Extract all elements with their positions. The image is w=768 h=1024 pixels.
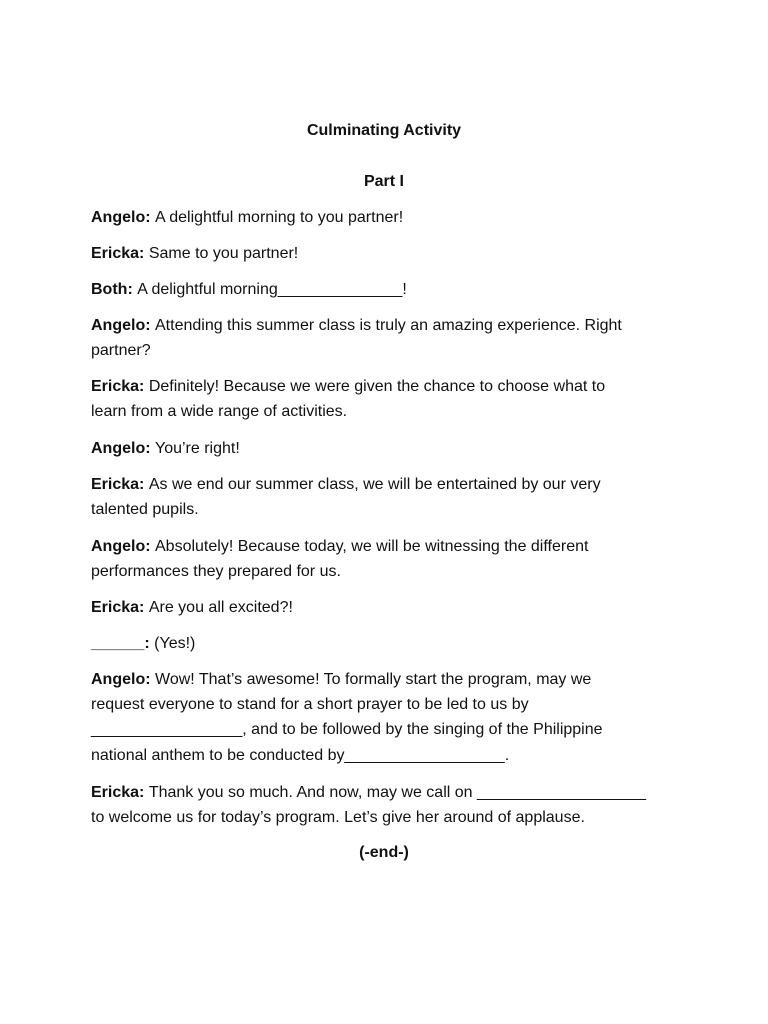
speaker-name: Ericka — [91, 476, 140, 493]
dialogue-text: Definitely! Because we were given the chance to choose what to — [148, 378, 606, 395]
dialogue-line: Angelo: You’re right! — [91, 440, 240, 457]
speaker-name: Angelo — [91, 317, 146, 334]
dialogue-continuation: learn from a wide range of activities. — [91, 403, 348, 420]
end-marker: (-end-) — [359, 844, 409, 861]
dialogue-continuation: request everyone to stand for a short prayer to be led to us by — [91, 696, 529, 713]
dialogue-text: Wow! That’s awesome! To formally start the program, may we — [155, 671, 592, 688]
speaker-name: Ericka — [91, 784, 140, 801]
speaker-name: Angelo — [91, 538, 146, 555]
dialogue-continuation: partner? — [91, 342, 151, 359]
dialogue-text: Same to you partner! — [148, 245, 299, 262]
dialogue-line: Angelo: Wow! That’s awesome! To formally start the program, may we — [91, 671, 592, 688]
dialogue-line: Ericka: Thank you so much. And now, may we call on ___________________ — [91, 784, 647, 801]
dialogue-text: You’re right! — [155, 440, 240, 457]
dialogue-continuation: to welcome us for today’s program. Let’s give her around of applause. — [91, 809, 585, 826]
dialogue-continuation: _________________, and to be followed by the singing of the Philippine — [91, 721, 603, 738]
dialogue-text: Attending this summer class is truly an amazing experience. Right — [155, 317, 622, 334]
dialogue-text: Thank you so much. And now, may we call on ___________________ — [148, 784, 647, 801]
dialogue-text: Are you all excited?! — [148, 599, 293, 616]
dialogue-line: Ericka: As we end our summer class, we will be entertained by our very — [91, 476, 601, 493]
speaker-blank: ______ — [91, 635, 145, 652]
dialogue-line: Angelo: A delightful morning to you partner! — [91, 209, 404, 226]
speaker-name: Angelo — [91, 671, 146, 688]
speaker-name: Ericka — [91, 599, 140, 616]
dialogue-text: A delightful morning to you partner! — [155, 209, 404, 226]
dialogue-text: As we end our summer class, we will be entertained by our very — [148, 476, 601, 493]
speaker-name: Ericka — [91, 245, 140, 262]
dialogue-text: A delightful morning______________! — [137, 281, 407, 298]
dialogue-text: Absolutely! Because today, we will be witnessing the different — [155, 538, 589, 555]
dialogue-continuation: talented pupils. — [91, 501, 199, 518]
part-heading: Part I — [363, 173, 404, 190]
speaker-name: Angelo — [91, 440, 146, 457]
dialogue-line: Ericka: Definitely! Because we were given the chance to choose what to — [91, 378, 606, 395]
dialogue-text: (Yes!) — [154, 635, 196, 652]
speaker-name: Ericka — [91, 378, 140, 395]
speaker-name: Angelo — [91, 209, 146, 226]
dialogue-line: Ericka: Same to you partner! — [91, 245, 299, 262]
document-title: Culminating Activity — [306, 122, 462, 139]
speaker-name: Both — [91, 281, 128, 298]
dialogue-line: Angelo: Absolutely! Because today, we will be witnessing the different — [91, 538, 589, 555]
dialogue-line: Both: A delightful morning______________! — [91, 281, 407, 298]
dialogue-continuation: national anthem to be conducted by__________________. — [91, 747, 510, 764]
dialogue-line: Angelo: Attending this summer class is truly an amazing experience. Right — [91, 317, 622, 334]
dialogue-line: Ericka: Are you all excited?! — [91, 599, 293, 616]
dialogue-line: ______: (Yes!) — [91, 635, 196, 652]
dialogue-continuation: performances they prepared for us. — [91, 563, 341, 580]
